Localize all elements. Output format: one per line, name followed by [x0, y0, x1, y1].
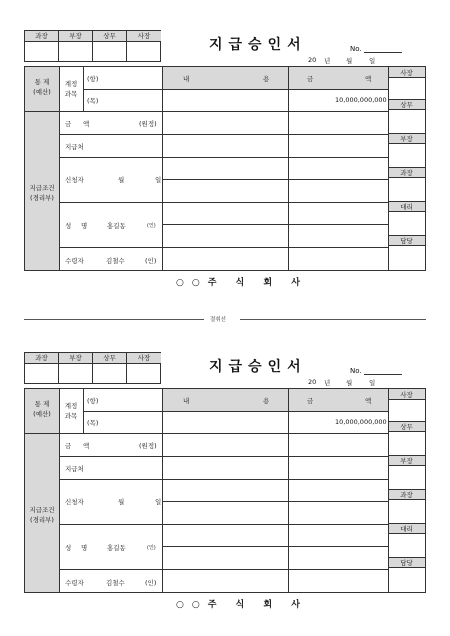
cond-amount-a: 금: [65, 442, 72, 450]
col-amount-b: 액: [365, 397, 372, 405]
account-label-sub: 과목: [64, 412, 78, 420]
approval-header-3: 상무: [93, 31, 127, 42]
no-label: No.: [350, 367, 362, 375]
approval-sign-cell-4[interactable]: [127, 364, 161, 384]
side-approval-6: 담당: [400, 237, 413, 245]
amount-value: 10,000,000,000: [335, 96, 387, 104]
side-approval-5: 대리: [400, 203, 413, 211]
cond-seal: (인): [147, 223, 156, 229]
side-approval-3: 부장: [400, 135, 413, 143]
company-name: ○○주 식 회 사: [176, 278, 308, 288]
company-name: ○○주 식 회 사: [176, 600, 308, 610]
budget-item-2: (목): [87, 97, 99, 105]
budget-item-2: (목): [87, 419, 99, 427]
date-year: 년: [324, 57, 331, 65]
date-year: 년: [324, 379, 331, 387]
no-field[interactable]: [364, 52, 402, 53]
side-approval-5: 대리: [400, 525, 413, 533]
cond-name-value: 홍길동: [107, 222, 126, 230]
approval-sign-cell-3[interactable]: [93, 364, 127, 384]
approval-sign-cell-1[interactable]: [25, 364, 59, 384]
date-year-prefix: 20: [308, 378, 317, 386]
date-day: 일: [369, 57, 376, 65]
budget-label: 통 제: [34, 78, 50, 86]
cut-line-right: [240, 319, 426, 320]
cond-request-day: 일: [155, 498, 162, 506]
approval-sign-cell-2[interactable]: [59, 42, 93, 62]
budget-item-1: (항): [87, 397, 99, 405]
conditions-label-sub: (경리부): [30, 516, 54, 524]
account-label: 계정: [64, 402, 78, 410]
approval-header-2: 부장: [59, 353, 93, 364]
account-label: 계정: [64, 80, 78, 88]
cond-amount-b: 액: [83, 120, 90, 128]
col-amount-a: 금: [307, 75, 314, 83]
approval-header-2: 부장: [59, 31, 93, 42]
conditions-label: 지급조건: [29, 184, 55, 192]
approval-header-1: 과장: [25, 31, 59, 42]
date-month: 월: [346, 379, 353, 387]
approval-sign-cell-4[interactable]: [127, 42, 161, 62]
side-approval-6: 담당: [400, 559, 413, 567]
col-amount-a: 금: [307, 397, 314, 405]
cond-request: 신청자: [65, 498, 84, 506]
side-approval-3: 부장: [400, 457, 413, 465]
cut-line-label: 절취선: [210, 317, 226, 323]
budget-item-1: (항): [87, 75, 99, 83]
no-label: No.: [350, 45, 362, 53]
budget-label-sub: (예산): [33, 410, 51, 418]
approval-sign-cell-3[interactable]: [93, 42, 127, 62]
cond-request-month: 월: [118, 176, 125, 184]
cond-amount-unit: (원정): [139, 442, 157, 450]
form-title: 지급승인서: [209, 359, 307, 375]
col-content-b: 용: [263, 75, 270, 83]
date-day: 일: [369, 379, 376, 387]
cond-request-month: 월: [118, 498, 125, 506]
cond-payee: 지급처: [65, 465, 84, 473]
cond-receiver-seal: (인): [145, 579, 157, 587]
form-title: 지급승인서: [209, 37, 307, 53]
col-amount-b: 액: [365, 75, 372, 83]
side-approval-4: 과장: [400, 169, 413, 177]
cond-amount-a: 금: [65, 120, 72, 128]
col-content-a: 내: [183, 75, 190, 83]
conditions-label: 지급조건: [29, 506, 55, 514]
approval-header-4: 사장: [127, 353, 161, 364]
form-body: [24, 66, 426, 271]
cond-name-value: 홍길동: [107, 544, 126, 552]
cond-receiver: 수령자: [65, 257, 84, 265]
side-approval-2: 상무: [400, 423, 413, 431]
date-year-prefix: 20: [308, 56, 317, 64]
cond-name-a: 성: [65, 544, 72, 552]
conditions-label-sub: (경리부): [30, 194, 54, 202]
approval-form-bottom: [24, 352, 426, 610]
account-label-sub: 과목: [64, 90, 78, 98]
cond-receiver: 수령자: [65, 579, 84, 587]
cond-receiver-value: 김철수: [106, 579, 125, 587]
cond-request: 신청자: [65, 176, 84, 184]
cond-name-b: 명: [81, 544, 88, 552]
budget-label: 통 제: [34, 400, 50, 408]
col-content-a: 내: [183, 397, 190, 405]
col-content-b: 용: [263, 397, 270, 405]
cond-receiver-seal: (인): [145, 257, 157, 265]
date-month: 월: [346, 57, 353, 65]
approval-header-1: 과장: [25, 353, 59, 364]
form-body: [24, 388, 426, 593]
cut-line-left: [24, 319, 204, 320]
cond-amount-b: 액: [83, 442, 90, 450]
side-approval-1: 사장: [400, 69, 413, 77]
budget-label-sub: (예산): [33, 88, 51, 96]
cond-name-b: 명: [81, 222, 88, 230]
approval-header-3: 상무: [93, 353, 127, 364]
approval-box: [24, 30, 161, 62]
approval-sign-cell-1[interactable]: [25, 42, 59, 62]
cond-payee: 지급처: [65, 143, 84, 151]
approval-header-4: 사장: [127, 31, 161, 42]
no-field[interactable]: [364, 374, 402, 375]
side-approval-2: 상무: [400, 101, 413, 109]
cond-request-day: 일: [155, 176, 162, 184]
approval-sign-cell-2[interactable]: [59, 364, 93, 384]
cond-seal: (인): [147, 545, 156, 551]
cond-name-a: 성: [65, 222, 72, 230]
cond-amount-unit: (원정): [139, 120, 157, 128]
side-approval-4: 과장: [400, 491, 413, 499]
amount-value: 10,000,000,000: [335, 418, 387, 426]
cond-receiver-value: 김철수: [106, 257, 125, 265]
approval-form-top: [24, 30, 426, 288]
approval-box: [24, 352, 161, 384]
side-approval-1: 사장: [400, 391, 413, 399]
